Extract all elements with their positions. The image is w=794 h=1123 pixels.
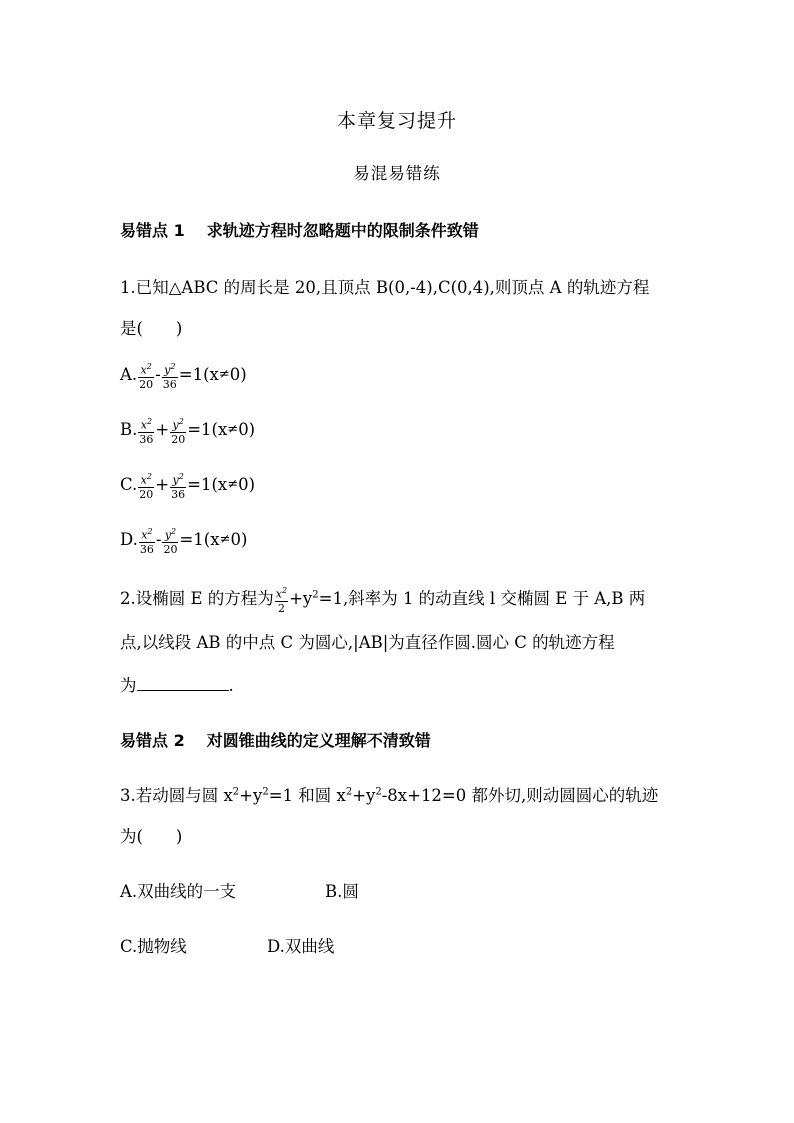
q3-option-a: A.双曲线的一支 — [120, 882, 237, 901]
question-3-line-2: 为( ) — [120, 827, 183, 846]
q3-option-c: C.抛物线 — [120, 937, 187, 956]
question-1-line-1: 1.已知△ABC 的周长是 20,且顶点 B(0,-4),C(0,4),则顶点 A 的轨迹方程 — [120, 278, 650, 297]
page-subtitle: 易混易错练 — [353, 164, 441, 183]
fraction: $\frac{y^2}{20}$ — [163, 527, 178, 556]
q1-option-a: A. $\frac{x^2}{20}$ - $\frac{y^2}{36}$ =1(x≠0) — [120, 362, 247, 391]
section-label: 易错点 1 — [120, 221, 185, 240]
section-heading-2 — [120, 728, 431, 751]
fraction: $\frac{x^2}{20}$ — [139, 472, 154, 501]
fraction: $\frac{y^2}{36}$ — [171, 472, 186, 501]
answer-blank[interactable] — [137, 676, 229, 691]
fraction: $\frac{x^2}{20}$ — [139, 362, 154, 391]
question-2-line-2: 点,以线段 AB 的中点 C 为圆心,|AB|为直径作圆.圆心 C 的轨迹方程 — [120, 633, 615, 652]
section-label: 易错点 2 — [120, 731, 185, 750]
q1-option-d: D. $\frac{x^2}{36}$ - $\frac{y^2}{20}$ =1(x≠0) — [120, 527, 248, 556]
fraction: $\frac{x^2}{36}$ — [139, 417, 154, 446]
question-3-line-1: 3.若动圆与圆 $x^2+y^2=1$ 和圆 $x^2+y^2-8x+12=0$ 都外切,则动圆圆心的轨迹 — [120, 786, 659, 805]
q3-option-d: D.双曲线 — [267, 937, 335, 956]
section-heading-1 — [120, 218, 479, 241]
q3-option-b: B.圆 — [325, 882, 359, 901]
question-1-line-2: 是( ) — [120, 319, 183, 338]
q1-option-b: B. $\frac{x^2}{36}$ + $\frac{y^2}{20}$ =1(x≠0) — [120, 417, 256, 446]
section-text: 对圆锥曲线的定义理解不清致错 — [206, 731, 431, 750]
fraction: $\frac{x^2}{36}$ — [139, 527, 154, 556]
question-2-line-3: 为 . — [120, 676, 234, 695]
question-2-line-1: 2.设椭圆 E 的方程为 $\frac{x^2}{2}$ $+y^2=1$,斜率为 1 的动直线 l 交椭圆 E 于 A,B 两 — [120, 586, 646, 615]
fraction: $\frac{y^2}{20}$ — [171, 417, 186, 446]
section-text: 求轨迹方程时忽略题中的限制条件致错 — [206, 221, 479, 240]
q1-option-c: C. $\frac{x^2}{20}$ + $\frac{y^2}{36}$ =1(x≠0) — [120, 472, 256, 501]
fraction: $\frac{y^2}{36}$ — [162, 362, 177, 391]
page-title: 本章复习提升 — [336, 110, 457, 132]
fraction: $\frac{x^2}{2}$ — [275, 586, 288, 615]
